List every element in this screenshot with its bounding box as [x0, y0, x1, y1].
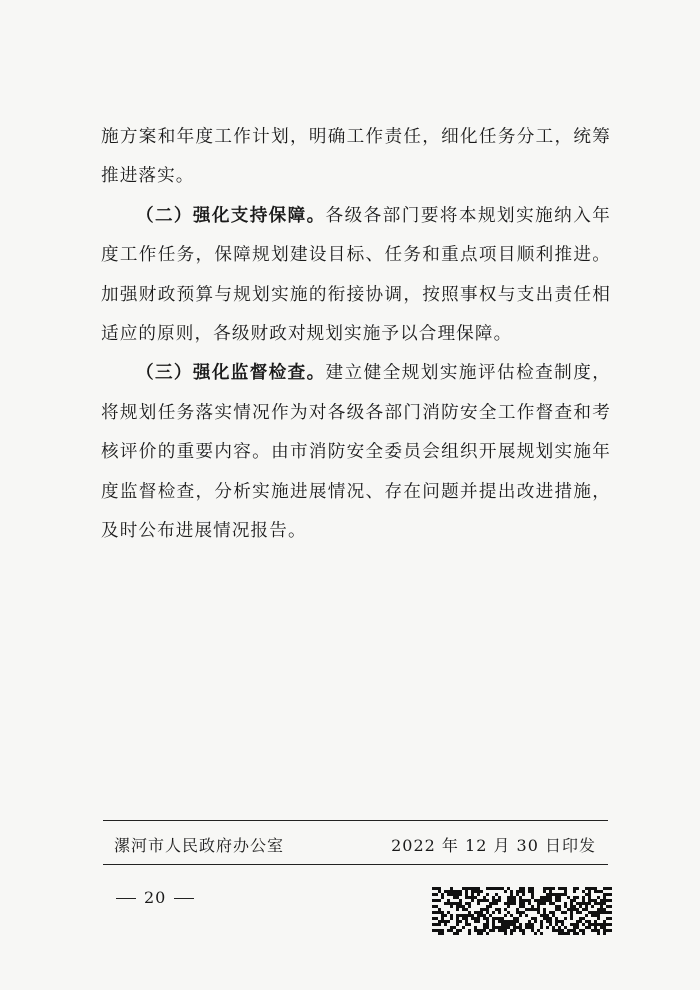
footer-bottom-rule: [103, 864, 608, 865]
page-number-dash-right: [174, 898, 194, 899]
barcode-icon: [432, 887, 614, 935]
section-heading-2: （二）强化支持保障。: [136, 205, 326, 226]
paragraph-1-text: 施方案和年度工作计划，明确工作责任，细化任务分工，统筹推进落实。: [101, 127, 611, 187]
paragraph-2: [101, 197, 611, 355]
paragraph-2-text: 各级各部门要将本规划实施纳入年度工作任务，保障规划建设目标、任务和重点项目顺利推进。加强财政预算与规划实施的衔接协调，按照事权与支出责任相适应的原则，各级财政对规划实施予以合理保障。: [101, 205, 611, 345]
issue-date: 2022 年 12 月 30 日印发: [391, 836, 596, 855]
footer-top-rule: [103, 820, 608, 821]
page-number-dash-left: [116, 898, 136, 899]
page-number: [108, 888, 202, 907]
issuer-name: 漯河市人民政府办公室: [114, 836, 285, 855]
paragraph-1: [101, 118, 611, 197]
paragraph-3: [101, 354, 611, 551]
body-text: [101, 118, 611, 551]
section-heading-3: （三）强化监督检查。: [136, 363, 326, 384]
footer-info: [114, 833, 596, 856]
paragraph-3-text: 建立健全规划实施评估检查制度，将规划任务落实情况作为对各级各部门消防安全工作督查和考核评价的重要内容。由市消防安全委员会组织开展规划实施年度监督检查，分析实施进展情况、存在问题并提出改进措施，及时公布进展情况报告。: [101, 363, 611, 542]
page-number-value: 20: [144, 888, 167, 907]
